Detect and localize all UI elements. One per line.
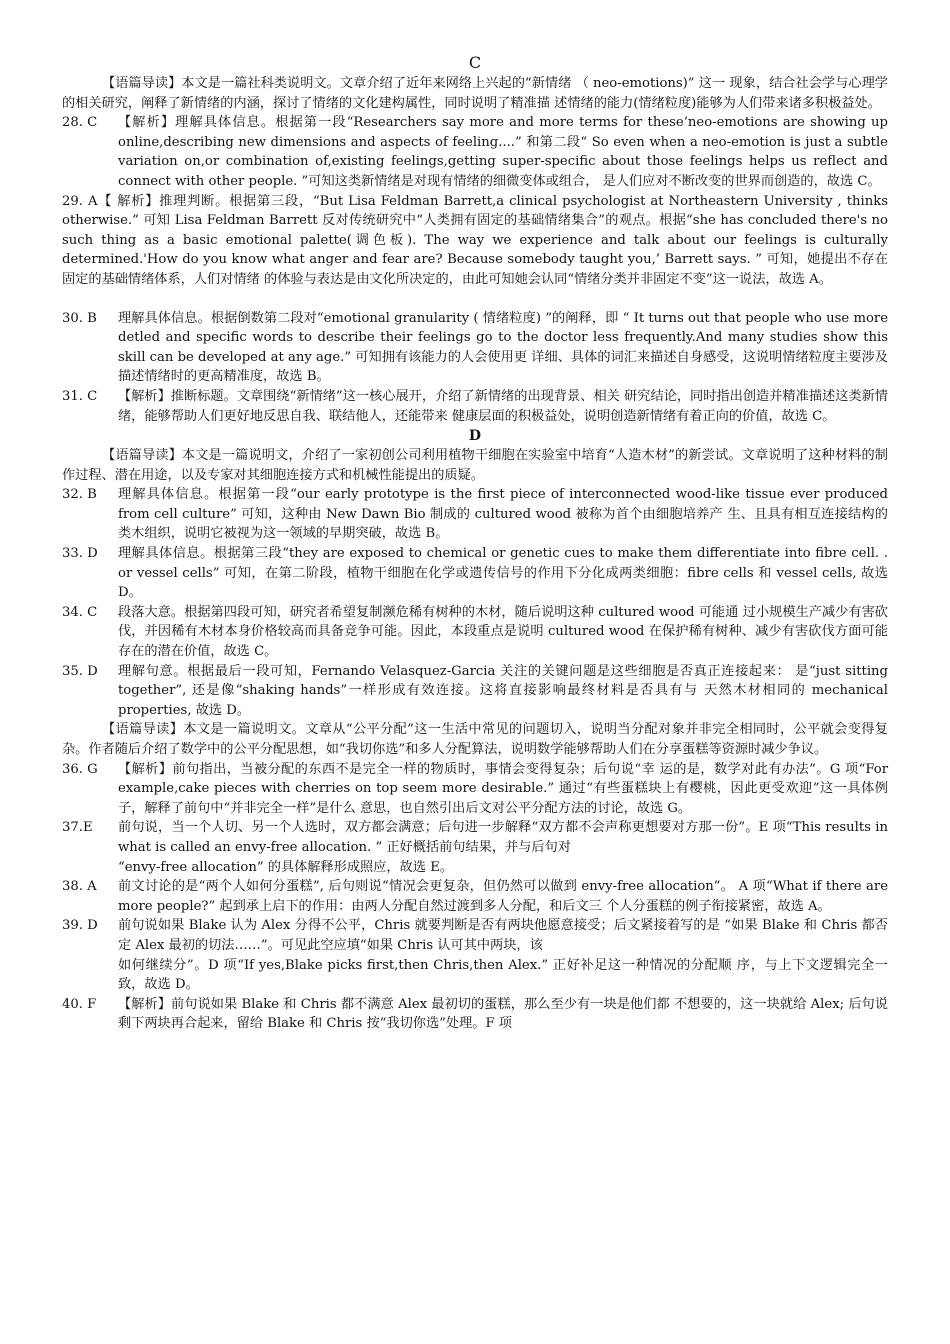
question-39-number: 39. D bbox=[62, 918, 98, 934]
section-d-intro: 【语篇导读】本文是一篇说明文，介绍了一家初创公司利用植物干细胞在实验室中培育“人造木材”的新尝试。文章说明了这种材料的制作过程、潜在用途，以及专家对其细胞连接方式和机械性能提出的质疑。 bbox=[62, 448, 888, 483]
question-40-explanation: 【解析】前句说如果 Blake 和 Chris 都不满意 Alex 最初切的蛋糕，那么至少有一块是他们都 不想要的，这一块就给 Alex; 后句说剩下两块再合起来，留给 Blake 和 Chris 按“我切你选”处理。F 项 bbox=[118, 996, 888, 1032]
section-d-heading: D bbox=[468, 428, 482, 445]
question-31 bbox=[62, 387, 888, 426]
question-38 bbox=[62, 877, 888, 916]
question-36-explanation: 【解析】前句指出，当被分配的东西不是完全一样的物质时，事情会变得复杂；后句说“幸 运的是，数学对此有办法”。G 项“For example,cake pieces with cherries on top seem more desirable.” 通过“有些蛋糕块上有樱桃，因此更受欢迎”这一具体例子，解释了前句中“并非完全一样”是什么 意思，也自然引出后文对公平分配方法的讨论，故选 G。 bbox=[118, 761, 888, 816]
question-33 bbox=[62, 544, 888, 603]
question-35-number: 35. D bbox=[62, 663, 98, 679]
question-36 bbox=[62, 760, 888, 819]
question-38-number: 38. A bbox=[62, 879, 97, 895]
question-31-explanation: 【解析】推断标题。文章围绕“新情绪”这一核心展开，介绍了新情绪的出现背景、相关 研究结论，同时指出创造并精准描述这类新情绪，能够帮助人们更好地反思自我、联结他人，还能带来 健康层面的积极益处，说明创造新情绪有着正向的价值，故选 C。 bbox=[118, 388, 888, 424]
question-40 bbox=[62, 995, 888, 1034]
question-40-number: 40. F bbox=[62, 996, 97, 1012]
question-28-number: 28. C bbox=[62, 115, 98, 131]
question-28 bbox=[62, 113, 888, 191]
question-31-number: 31. C bbox=[62, 388, 98, 404]
question-32 bbox=[62, 485, 888, 544]
question-33-number: 33. D bbox=[62, 546, 98, 562]
question-33-explanation: 理解具体信息。根据第三段“they are exposed to chemical or genetic cues to make them differentiate into fibre cell. . or vessel cells” 可知，在第二阶段，植物干细胞在化学或遗传信号的作用下分化成两类细胞：fibre cells 和 vessel cells, 故选 D。 bbox=[118, 546, 888, 601]
question-34 bbox=[62, 603, 888, 662]
section-c-heading: C bbox=[468, 53, 482, 72]
question-37 bbox=[62, 818, 888, 877]
question-29 bbox=[62, 192, 888, 290]
answer-key-page bbox=[62, 52, 888, 1034]
question-37-number: 37.E bbox=[62, 820, 93, 836]
question-34-explanation: 段落大意。根据第四段可知，研究者希望复制濒危稀有树种的木材，随后说明这种 cultured wood 可能通 过小规模生产减少有害砍伐，并因稀有木材本身价格较高而具备竞争可能。因此，本段重点是说明 cultured wood 在保护稀有树种、减少有害砍伐方面可能存在的潜在价值，故选 C。 bbox=[118, 604, 888, 660]
question-39-explanation-cont: 如何继续分”。D 项“If yes,Blake picks first,then Chris,then Alex.” 正好补足这一种情况的分配顺 序，与上下文逻辑完全一致，故选 D。 bbox=[118, 957, 888, 993]
question-32-number: 32. B bbox=[62, 487, 97, 503]
spacer bbox=[62, 290, 888, 309]
question-39-explanation: 前句说如果 Blake 认为 Alex 分得不公平，Chris 就要判断是否有两块他愿意接受；后文紧接着写的是 “如果 Blake 和 Chris 都否定 Alex 最初的切法……”。可见此空应填“如果 Chris 认可其中两块，该 bbox=[118, 918, 888, 953]
question-29-explanation: 29. A【 解析】推理判断。根据第三段，“But Lisa Feldman Barrett,a clinical psychologist at Northeastern University , thinks otherwise.” 可知 Lisa Feldman Barrett 反对传统研究中“人类拥有固定的基础情绪集合”的观点。根据“she has concluded there's no such thing as a basic emotional palette(调色板). The way we experience and talk about our feelings is culturally determined.'How do you know what anger and fear are? Because somebody taught you,’ Barrett says. ” 可知，她提出不存在固定的基础情绪体系，人们对情绪 的体验与表达是由文化所决定的，由此可知她会认同“情绪分类并非固定不变”这一说法，故选 A。 bbox=[62, 193, 888, 287]
question-34-number: 34. C bbox=[62, 604, 98, 620]
question-28-explanation: 【解析】理解具体信息。根据第一段“Researchers say more and more terms for these‘neo-emotions are showing up online,describing new dimensions and aspects of feeling....” 和第二段“ So even when a neo-emotion is just a subtle variation on,or combination of,existing feelings,getting super-specific about those feelings helps us reflect and connect with other people. ”可知这类新情绪是对现有情绪的细微变体或组合， 是人们应对不断改变的世界而创造的，故选 C。 bbox=[118, 115, 888, 189]
question-35 bbox=[62, 662, 888, 721]
section-c-intro: 【语篇导读】本文是一篇社科类说明文。文章介绍了近年来网络上兴起的“新情绪 （ neo-emotions)” 这一 现象，结合社会学与心理学的相关研究，阐释了新情绪的内涵，探讨了情绪的文化建构属性，同时说明了精准描 述情绪的能力(情绪粒度)能够为人们带来诸多积极益处。 bbox=[62, 76, 888, 111]
question-38-explanation: 前文讨论的是“两个人如何分蛋糕”, 后句则说“情况会更复杂，但仍然可以做到 envy-free allocation”。 A 项“What if there are more people?” 起到承上启下的作用：由两人分配自然过渡到多人分配，和后文三 个人分蛋糕的例子衔接紧密，故选 A。 bbox=[118, 879, 888, 914]
question-36-number: 36. G bbox=[62, 761, 98, 777]
question-30-number: 30. B bbox=[62, 310, 97, 326]
question-30-explanation: 理解具体信息。根据倒数第二段对“emotional granularity ( 情绪粒度) ”的阐释，即 “ It turns out that people who use more detled and specific words to describe their feelings go to the doctor less frequently.And many studies show this skill can be developed at any age.” 可知拥有该能力的人会使用更 详细、具体的词汇来描述自身感受，这说明情绪粒度主要涉及描述情绪时的更高精准度，故选 B。 bbox=[118, 310, 888, 385]
question-37-explanation: 前句说，当一个人切、另一个人选时，双方都会满意；后句进一步解释“双方都不会声称更想要对方那一份”。E 项“This results in what is called an envy-free allocation. ” 正好概括前句结果，并与后句对 bbox=[118, 820, 888, 855]
question-35-explanation: 理解句意。根据最后一段可知，Fernando Velasquez-Garcia 关注的关键问题是这些细胞是否真正连接起来： 是“just sitting together”, 还是像“shaking hands”一样形成有效连接。这将直接影响最终材料是否具有与 天然木材相同的 mechanical properties, 故选 D。 bbox=[118, 663, 888, 718]
question-39 bbox=[62, 916, 888, 994]
question-32-explanation: 理解具体信息。根据第一段“our early prototype is the first piece of interconnected wood-like tissue ever produced from cell culture” 可知，这种由 New Dawn Bio 制成的 cultured wood 被称为首个由细胞培养产 生、且具有相互连接结构的类木组织，说明它被视为这一领域的早期突破，故选 B。 bbox=[118, 487, 888, 542]
section-e-intro: 【语篇导读】本文是一篇说明文。文章从“公平分配”这一生活中常见的问题切入，说明当分配对象并非完全相同时，公平就会变得复杂。作者随后介绍了数学中的公平分配思想，如“我切你选”和多人分配算法，说明数学能够帮助人们在分享蛋糕等资源时减少争议。 bbox=[62, 722, 888, 757]
question-37-explanation-cont: “envy-free allocation” 的具体解释形成照应，故选 E。 bbox=[118, 859, 454, 875]
question-30 bbox=[62, 309, 888, 387]
